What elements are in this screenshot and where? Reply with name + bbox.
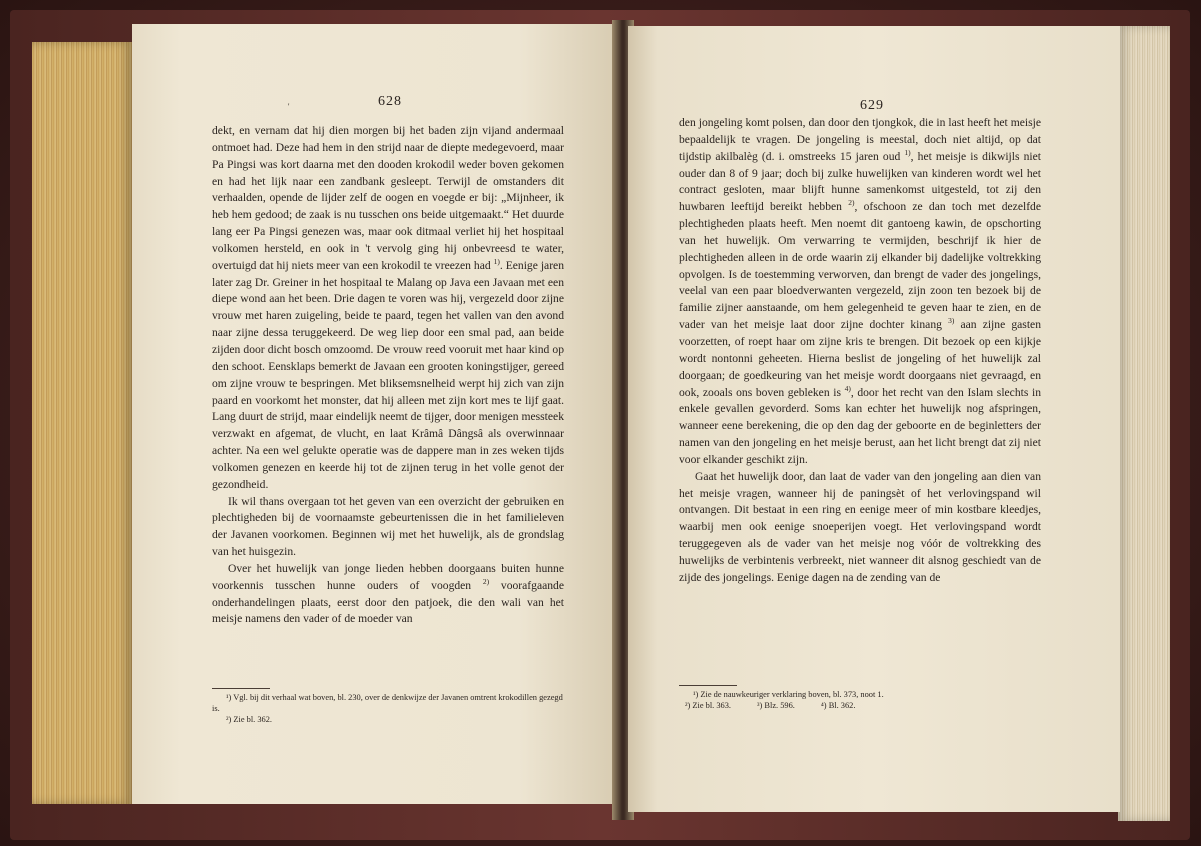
footnote: ⁴) Bl. 362. bbox=[820, 701, 856, 710]
footnote: ¹) Vgl. bij dit verhaal wat boven, bl. 230, over de denkwijze der Javanen omtrent krokodillen gezegd is. bbox=[212, 693, 563, 713]
left-footnotes bbox=[212, 692, 564, 725]
right-footnotes bbox=[679, 689, 1041, 711]
paragraph: Over het huwelijk van jonge lieden hebben doorgaans buiten hunne voorkennis tusschen hunne ouders of voogden $^{2)}$ voorafgaande onderhandelingen plaats, eerst door den patjoek, die den wali van het meisje namens den vader of de moeder van bbox=[212, 561, 564, 626]
footnote-marker: 1) bbox=[493, 256, 500, 266]
footnote-marker: 1) bbox=[904, 147, 911, 157]
paragraph: Ik wil thans overgaan tot het geven van een overzicht der gebruiken en plechtigheden bij de voornaamste gebeurtenissen die in het familieleven der Javanen voorkomen. Beginnen wij met het huwelijk, als de grondslag van het huisgezin. bbox=[212, 494, 564, 559]
footnote-marker: 4) bbox=[844, 383, 851, 393]
footnote-row bbox=[679, 700, 1041, 711]
footnote-marker: 2) bbox=[848, 198, 855, 208]
left-body-text bbox=[212, 123, 564, 628]
left-page bbox=[132, 24, 616, 804]
page-number-right: 629 bbox=[860, 98, 884, 113]
page-number-left: 628 bbox=[378, 94, 402, 109]
footnote: ¹) Zie de nauwkeuriger verklaring boven, bl. 373, noot 1. bbox=[693, 690, 884, 699]
paragraph: Gaat het huwelijk door, dan laat de vader van den jongeling aan dien van het meisje vragen, wanneer hij de paningsèt of het verlovingspand wil ontvangen. Dit bestaat in een ring en eenige meer of min kostbare kleedjes, waarbij men ook eenige snoeperijen voegt. Het verlovingspand wordt teruggegeven als de vader van het meisje nog vóór de voltrekking des huwelijks de verbintenis verbreekt, niet wanneer dit alsnog geschiedt van de zijde des jongelings. Eenige dagen na de zending van de bbox=[679, 469, 1041, 584]
page-edges-right bbox=[1118, 26, 1170, 821]
paragraph: den jongeling komt polsen, dan door den tjongkok, die in last heeft het meisje bepaaldelijk te vragen. De jongeling is meestal, doch niet altijd, op dat tijdstip akilbalèg (d. i. omstreeks 15 jaren oud $^{1)}$, het meisje is dikwijls niet ouder dan 8 of 9 jaar; doch bij zulke huwelijken van kinderen wordt wel het contract gesloten, maar blijft hunne samenkomst uitgesteld, tot zij den huwbaren leeftijd bereikt hebben $^{2)}$, ofschoon ze dan toch met dezelfde plechtigheden plaats heeft. Men noemt dit gantoeng kawin, de opschorting van het huwelijk. Om verwarring te vermijden, beschrijf ik hier de plechtigheden alleen in de orde waarin zij elkander bij dadelijke voltrekking opvolgen. Is de toestemming verworven, dan brengt de vader des jongelings, veelal van een paar bloedverwanten vergezeld, zijn zoon ten bezoek bij de familie zijner aanstaande, om hem gelegenheid te geven haar te zien, en de vader van het meisje laat door zijne dochter kinang $^{3)}$ aan zijne gasten voorzetten, of roept haar om zijne kris te brengen. Dit bezoek op een kijkje wordt nontonni geheeten. Hierna beslist de jongeling of het huwelijk zal doorgaan; de goedkeuring van het meisje wordt doorgaans niet gevraagd, en ook, zooals ons boven gebleken is $^{4)}$, door het recht van den Islam slechts in enkele gevallen gevorderd. Soms kan echter het huwelijk nog afspringen, wanneer eene berekening, die op den dag der geboorte en de beginletters der namen van den jongeling en het meisje berust, aan het licht brengt dat zij niet voor elkander geschikt zijn. bbox=[679, 116, 1041, 466]
footnote-rule bbox=[212, 688, 270, 689]
footnote-marker: 3) bbox=[948, 316, 955, 326]
footnote: ²) Zie bl. 362. bbox=[226, 715, 273, 724]
right-body-text bbox=[679, 115, 1041, 587]
footnote-rule bbox=[679, 685, 737, 686]
paragraph: dekt, en vernam dat hij dien morgen bij het baden zijn vijand andermaal ontmoet had. Deze had hem in den strijd naar de diepte medegevoerd, maar Pa Pingsi was kort daarna met den dooden krokodil weder boven gekomen en had het lijk naar een zandbank gesleept. Terwijl de omstanders dit verhaalden, opende de lijder zelf de oogen en voegde er bij: „Mijnheer, ik heb hem gedood; de zaak is nu tusschen ons beide uitgemaakt.“ Het duurde lang eer Pa Pingsi genezen was, maar ook ditmaal verliet hij het hospitaal volkomen hersteld, en ook in 't vervolg ging hij onbevreesd te water, overtuigd dat hij niets meer van een krokodil te vreezen had $^{1)}$. Eenige jaren later zag Dr. Greiner in het hospitaal te Malang op Java een Javaan met een diepe wond aan het been. Drie dagen te voren was hij, vergezeld door zijne vrouw met haren zuigeling, beide te paard, tegen het vallen van den avond naar zijne dessa teruggekeerd. De weg liep door een smal pad, aan beide zijden door dicht bosch omzoomd. De vrouw reed vooruit met haar kind op den schoot. Eensklaps bemerkt de Javaan een grooten koningstijger, gereed om zijne vrouw te bespringen. Met bliksemsnelheid werpt hij zich van zijn paard en voorkomt het monster, dat hij alleen met zijn kort mes te lijf gaat. Lang duurt de strijd, maar eindelijk neemt de tijger, door menigen messteek verzwakt en afgemat, de vlucht, en laat Krâmâ Dângsâ als overwinnaar achter. Na een wel gelukte operatie was de dappere man in zes weken tijds volkomen genezen en keerde hij tot de zijnen terug in het volle genot der gezondheid. bbox=[212, 124, 564, 491]
footnote-marker: 2) bbox=[482, 576, 490, 586]
footnote: ³) Blz. 596. bbox=[757, 701, 795, 710]
footnote: ²) Zie bl. 363. bbox=[685, 701, 732, 710]
right-page bbox=[628, 26, 1120, 812]
page-edges-left bbox=[32, 42, 132, 804]
page-mark: ' bbox=[288, 102, 290, 111]
